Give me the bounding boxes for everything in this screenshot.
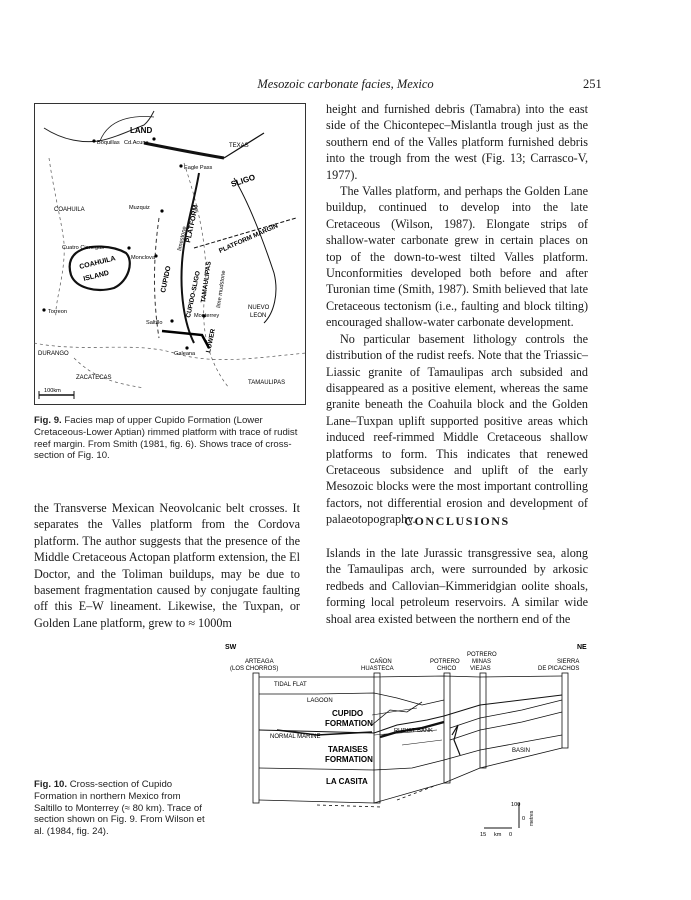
galeana-dot: [185, 346, 188, 349]
figure-9-caption-text: Facies map of upper Cupido Formation (Lower Cretaceous-Lower Aptian) rimmed platform with trace of rudist reef margin. From Smith (1981, fig. 6). Shows trace of cross-section of Fig. 10.: [34, 415, 298, 462]
potrero-chico-label-2: CHICO: [437, 666, 457, 672]
left-column-bottom-text: [34, 500, 300, 631]
coahuila-island-label-1: COAHUILA: [78, 255, 117, 271]
basin-upper-line: [450, 700, 562, 728]
figure-9-caption: [34, 415, 302, 462]
state-boundary-sw: [74, 358, 144, 388]
arteaga-label-2: (LOS CHORROS): [230, 666, 279, 672]
eagle-pass-label: Eagle Pass: [184, 165, 213, 171]
conclusions-heading: CONCLUSIONS: [404, 514, 510, 528]
potrero-minas-label-1: MINAS: [472, 659, 492, 665]
galeana-label: Galeana: [174, 351, 196, 357]
limestone-label: limestone: [177, 225, 189, 252]
east-margin-line: [234, 178, 276, 323]
taraises-formation-label-1: TARAISES: [328, 745, 368, 754]
saltillo-dot: [170, 319, 173, 322]
boquillas-dot: [92, 139, 95, 142]
ne-label: NE: [577, 644, 587, 651]
column-potrero-minas: [480, 673, 486, 768]
platform-margin-label: PLATFORM MARGIN: [217, 222, 280, 255]
column-potrero-chico: [444, 673, 450, 783]
zacatecas-label: ZACATECAS: [76, 375, 112, 381]
potrero-minas-label-2: VIEJAS: [470, 666, 491, 672]
cross-section-trace: [162, 331, 209, 348]
cd-acuna-dot: [152, 137, 155, 140]
scale-metres-label: metres: [529, 810, 535, 826]
scale-label: 100km: [44, 388, 61, 394]
arteaga-label-1: ARTEAGA: [245, 659, 274, 665]
canon-label-2: HUASTECA: [361, 666, 394, 672]
scale-km-label: km: [494, 832, 502, 838]
sierra-label-2: DE PICACHOS: [538, 666, 580, 672]
border-line-west: [44, 128, 99, 142]
tamaulipas-formation-label: TAMAULIPAS: [200, 261, 213, 304]
base-dashed: [317, 785, 437, 807]
figure-9-caption-label: Fig. 9.: [34, 415, 62, 426]
coahuila-island-label-2: ISLAND: [82, 269, 110, 283]
potrero-chico-label-1: POTRERO: [430, 659, 460, 665]
figure-10-caption: [34, 779, 206, 838]
fault-zigzag: [452, 725, 460, 755]
column-sierra: [562, 673, 568, 748]
sierra-label-1: SIERRA: [557, 659, 580, 665]
eagle-pass-dot: [179, 164, 182, 167]
tidal-flat-label: TIDAL FLAT: [274, 682, 307, 688]
figure-10-cross-section: [222, 640, 594, 840]
potrero-minas-label-0: POTRERO: [467, 652, 497, 658]
texas-label: TEXAS: [229, 143, 249, 149]
lime-mudstone-label: lime mudstone: [216, 270, 228, 309]
right-column-top-text: [326, 101, 588, 528]
paragraph-conclusions: Islands in the late Jurassic transgressive sea, along the Tamaulipas arch, were surrounded by arkosic redbeds and Callovian–Kimmeridgian oolite shoals, forming local petroleum reservoirs. A similar wide shoal area existed between the northern end of the: [326, 546, 588, 626]
coahuila-state-label: COAHUILA: [54, 207, 85, 213]
basin-label: BASIN: [512, 748, 531, 754]
top-stratum-line: [259, 676, 562, 677]
cupido-label: CUPIDO: [160, 265, 173, 294]
muzquiz-label: Muzquiz: [129, 205, 150, 211]
cupido-formation-label-2: FORMATION: [325, 719, 373, 728]
conclusions-text: [326, 545, 588, 627]
state-boundary-south: [34, 343, 306, 360]
torreon-label: Torreon: [48, 309, 67, 315]
taraises-formation-label-2: FORMATION: [325, 755, 373, 764]
muzquiz-dot: [160, 209, 163, 212]
paragraph-basement: No particular basement lithology controls the distribution of the rudist reefs. Note that the Triassic–Liassic granite of Tamaulipas arch subsided and disappeared as a positive element, whereas the same granite beneath the Coahuila block and the Golden Lane–Tuxpan uplift supported positive areas which induced reef-rimmed Middle Cretaceous shallow platforms to form. This indicates that renewed Cretaceous subsidence and uplift of the early Mesozoic blocks were the most important controlling factors, not differential erosion and development of palaeotopography.: [326, 331, 588, 527]
scale-15-label: 15: [480, 832, 487, 838]
scale-0-label: 0: [522, 816, 526, 822]
boquillas-label: Boquillas: [97, 140, 120, 146]
paragraph-neovolcanic: the Transverse Mexican Neovolcanic belt crosses. It separates the Valles platform from the Cordova platform. The author suggests that the presence of the Middle Cretaceous Actopan platform extension, the El Doctor, and the Toliman buildups, may be due to basement fragmentation caused by conjugate faulting off this E–W lineament. Likewise, the Tuxpan, or Golden Lane platform, grew to ≈ 1000m: [34, 501, 300, 630]
coahuila-island-outline: [70, 247, 130, 290]
lower-label: LOWER: [205, 328, 217, 354]
land-label: LAND: [130, 126, 153, 135]
durango-label: DURANGO: [38, 351, 69, 357]
cd-acuna-label: Cd.Acuna: [124, 140, 149, 146]
la-casita-label: LA CASITA: [326, 777, 368, 786]
platform-label: PLATFORM: [185, 204, 200, 244]
facies-map-svg: [34, 103, 306, 405]
cupido-sligo-label: CUPIDO-SLIGO: [185, 270, 202, 319]
lagoon-label: LAGOON: [307, 698, 333, 704]
page-number: 251: [583, 77, 602, 91]
cupido-formation-label-1: CUPIDO: [332, 709, 364, 718]
figure-10-caption-text: Cross-section of Cupido Formation in northern Mexico from Saltillo to Monterrey (≈ 80 km). Trace of section shown on Fig. 9. From Wilson et al. (1984, fig. 24).: [34, 779, 205, 838]
normal-marine-label: NORMAL MARINE: [270, 734, 321, 740]
monterrey-label: Monterrey: [194, 313, 220, 319]
figure-9-facies-map: [34, 103, 306, 405]
state-boundary-west: [49, 158, 64, 318]
sw-label: SW: [225, 644, 237, 651]
scale-100-label: 100: [511, 802, 521, 808]
column-canon: [374, 673, 380, 803]
nuevo-leon-label-2: LEON: [250, 313, 267, 319]
cross-section-svg: [222, 640, 594, 840]
saltillo-label: Saltillo: [146, 320, 163, 326]
figure-10-caption-label: Fig. 10.: [34, 779, 68, 790]
scale-0b-label: 0: [509, 832, 513, 838]
paragraph-valles: The Valles platform, and perhaps the Golden Lane buildup, continued to develop into the late Cretaceous (Wilson, 1987). Elongate strips of shallow-water carbonate grew in certain places on top of the down-to-west tilted Valles platform. Unconformities developed both before and after Turonian time (Smith, 1987). Smith believed that late Cretaceous tectonism (i.e., faulting and block tilting) encouraged shallow-water carbonate development.: [326, 184, 588, 330]
lagoon-base-line: [259, 693, 444, 705]
canon-label-1: CAÑON: [370, 659, 392, 665]
shoreline-thick: [144, 143, 224, 158]
cuatro-cienegas-dot: [127, 246, 130, 249]
basin-lower-line: [450, 712, 562, 740]
paragraph-continued: height and furnished debris (Tamabra) into the east side of the Chicontepec–Mislantla trough just as the southern end of the Valles platform furnished debris into the trough from the west (Fig. 13; Carrasco-V, 1977).: [326, 102, 588, 182]
cuatro-cienegas-label: Cuatro Cienegas: [62, 245, 104, 251]
torreon-dot: [42, 308, 45, 311]
nuevo-leon-label-1: NUEVO: [248, 305, 270, 311]
sligo-label: SLIGO: [229, 172, 257, 189]
rudist-bank-label: RUDIST BANK: [394, 728, 433, 734]
column-arteaga: [253, 673, 259, 803]
monclova-label: Monclova: [131, 255, 155, 261]
wedge-line: [372, 702, 422, 725]
running-title: Mesozoic carbonate facies, Mexico: [257, 77, 434, 91]
tamaulipas-state-label: TAMAULIPAS: [248, 380, 286, 386]
